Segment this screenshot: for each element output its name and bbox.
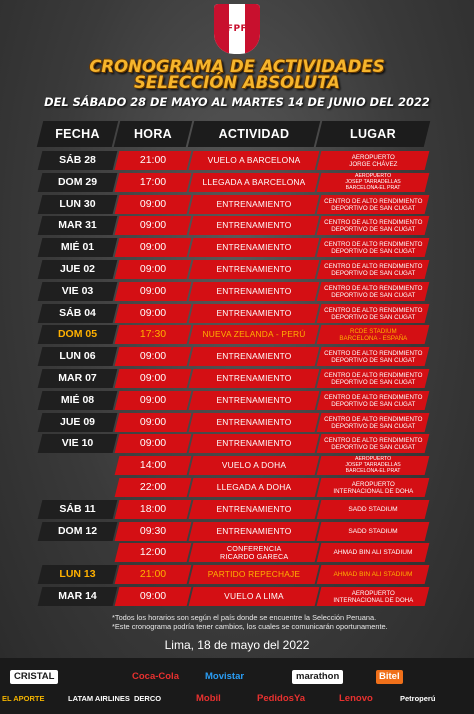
activity-cell (189, 325, 320, 344)
sponsor-logo: Bitel (376, 670, 403, 684)
date-cell-text: LUN 13 (59, 568, 96, 581)
header-actividad-label: ACTIVIDAD (218, 127, 290, 141)
activity-cell-text: ENTRENAMIENTO (216, 416, 292, 427)
time-cell (115, 543, 192, 562)
date-cell-text: LUN 06 (59, 350, 96, 363)
place-cell (317, 304, 430, 323)
place-cell-text: CENTRO DE ALTO RENDIMIENTO DEPORTIVO DE SAN CUGAT (324, 349, 423, 364)
date-cell (38, 173, 118, 192)
time-cell-text: 09:00 (139, 393, 167, 406)
date-cell (38, 434, 118, 453)
sponsor-logo: Movistar (205, 671, 245, 682)
activity-cell (189, 587, 320, 606)
place-cell (317, 369, 430, 388)
date-cell (38, 238, 118, 257)
header-hora (114, 121, 192, 147)
sponsor-logo: marathon (292, 670, 343, 684)
title-line-1: CRONOGRAMA DE ACTIVIDADES (89, 57, 385, 76)
place-cell-text: CENTRO DE ALTO RENDIMIENTO DEPORTIVO DE SAN CUGAT (324, 306, 423, 321)
place-cell-text: CENTRO DE ALTO RENDIMIENTO DEPORTIVO DE SAN CUGAT (324, 415, 423, 430)
title-line-2: SELECCIÓN ABSOLUTA (134, 73, 340, 92)
date-cell-text: MIÉ 01 (60, 241, 95, 254)
date-cell-text: DOM 29 (57, 175, 98, 188)
footer-date: Lima, 18 de mayo del 2022 (164, 638, 310, 652)
time-cell (115, 391, 192, 410)
place-cell-text: AHMAD BIN ALI STADIUM (333, 571, 413, 579)
time-cell (115, 195, 192, 214)
activity-cell-text: ENTRENAMIENTO (216, 394, 292, 405)
time-cell (115, 456, 192, 475)
activity-cell (189, 565, 320, 584)
activity-cell-text: NUEVA ZELANDA - PERÚ (202, 329, 306, 340)
time-cell-text: 17:30 (139, 328, 167, 341)
activity-cell (189, 195, 320, 214)
activity-cell-text: LLEGADA A DOHA (216, 482, 292, 492)
schedule-row (0, 282, 474, 301)
date-cell-text: LUN 30 (59, 197, 96, 210)
time-cell (115, 282, 192, 301)
sponsors-bar (0, 658, 474, 714)
date-cell (38, 413, 118, 432)
time-cell (115, 500, 192, 519)
time-cell-text: 09:00 (139, 590, 167, 602)
time-cell-text: 17:00 (139, 175, 167, 188)
sponsor-logo: EL APORTE (2, 694, 45, 703)
activity-cell-text: ENTRENAMIENTO (216, 198, 292, 209)
time-cell (115, 478, 192, 497)
place-cell-text: CENTRO DE ALTO RENDIMIENTO DEPORTIVO DE SAN CUGAT (324, 262, 423, 277)
date-cell (38, 304, 118, 323)
place-cell (317, 456, 430, 475)
time-cell (115, 522, 192, 541)
time-cell-text: 21:00 (139, 568, 167, 581)
place-cell-text: AEROPUERTO JOSEP TARRADELLAS BARCELONA-EL PRAT (345, 456, 401, 474)
activity-cell (189, 216, 320, 235)
place-cell (317, 173, 430, 192)
time-cell-text: 21:00 (139, 154, 167, 166)
time-cell (115, 238, 192, 257)
sponsor-logo: PedidosYa (257, 693, 306, 704)
sponsor-logo: LATAM AIRLINES (68, 694, 130, 703)
sponsor-logo: DERCO (134, 694, 162, 703)
activity-cell (189, 369, 320, 388)
date-cell (38, 216, 118, 235)
time-cell (115, 413, 192, 432)
activity-cell (189, 151, 320, 170)
place-cell (317, 151, 430, 170)
activity-cell-text: ENTRENAMIENTO (216, 351, 292, 362)
time-cell (115, 260, 192, 279)
activity-cell (189, 543, 320, 562)
activity-cell-text: ENTRENAMIENTO (216, 285, 292, 296)
activity-cell (189, 282, 320, 301)
place-cell (317, 195, 430, 214)
place-cell-text: AEROPUERTO INTERNACIONAL DE DOHA (333, 480, 414, 495)
place-cell-text: RCDE STADIUM BARCELONA - ESPAÑA (339, 327, 408, 342)
activity-cell-text: ENTRENAMIENTO (216, 264, 292, 274)
date-cell-text: DOM 05 (57, 328, 98, 341)
date-cell (38, 347, 118, 366)
activity-cell (189, 500, 320, 519)
time-cell-text: 22:00 (139, 481, 167, 493)
header-lugar (316, 121, 430, 147)
schedule-row (0, 565, 474, 584)
sponsor-logo: CRISTAL (10, 670, 58, 684)
schedule-row (0, 238, 474, 257)
date-cell (38, 587, 118, 606)
activity-cell-text: VUELO A DOHA (221, 460, 287, 471)
date-cell-text: SÁB 04 (59, 306, 96, 319)
sponsor-logo: Lenovo (339, 693, 373, 704)
place-cell (317, 282, 430, 301)
schedule-row (0, 173, 474, 192)
date-cell-text: MIÉ 08 (60, 393, 95, 406)
place-cell-text: AHMAD BIN ALI STADIUM (333, 549, 413, 557)
time-cell (115, 151, 192, 170)
schedule-row (0, 413, 474, 432)
activity-cell-text: ENTRENAMIENTO (216, 525, 292, 536)
time-cell (115, 216, 192, 235)
activity-cell-text: VUELO A LIMA (224, 591, 284, 601)
date-cell (38, 325, 118, 344)
time-cell (115, 434, 192, 453)
activity-cell-text: ENTRENAMIENTO (216, 438, 292, 449)
logo-text: FPF (226, 24, 248, 34)
header-fecha-label: FECHA (55, 127, 100, 141)
header-actividad (188, 121, 320, 147)
time-cell (115, 347, 192, 366)
date-cell (38, 282, 118, 301)
place-cell (317, 391, 430, 410)
place-cell (317, 238, 430, 257)
place-cell-text: CENTRO DE ALTO RENDIMIENTO DEPORTIVO DE SAN CUGAT (324, 240, 423, 255)
schedule-row (0, 543, 474, 562)
schedule-row (0, 434, 474, 453)
activity-cell (189, 238, 320, 257)
activity-cell (189, 304, 320, 323)
date-cell (38, 500, 118, 519)
footnote-2: *Este cronograma podría tener cambios, los cuales se comunicarán oportunamente. (112, 622, 388, 631)
place-cell-text: CENTRO DE ALTO RENDIMIENTO DEPORTIVO DE SAN CUGAT (324, 218, 423, 233)
schedule-row (0, 500, 474, 519)
date-cell-text: JUE 09 (59, 415, 96, 428)
activity-cell-text: VUELO A BARCELONA (207, 155, 301, 165)
date-cell-text: MAR 31 (58, 219, 97, 232)
header-fecha (37, 121, 118, 147)
schedule-row (0, 325, 474, 344)
place-cell (317, 216, 430, 235)
date-cell-text: VIE 03 (61, 284, 94, 297)
activity-cell (189, 260, 320, 279)
date-cell-text: JUE 02 (59, 263, 96, 275)
place-cell (317, 260, 430, 279)
date-cell (38, 195, 118, 214)
activity-cell-text: ENTRENAMIENTO (216, 220, 292, 231)
date-cell (38, 391, 118, 410)
place-cell (317, 478, 430, 497)
activity-cell (189, 456, 320, 475)
time-cell-text: 18:00 (139, 502, 167, 515)
place-cell-text: AEROPUERTO INTERNACIONAL DE DOHA (333, 589, 414, 604)
date-cell-text: VIE 10 (61, 437, 94, 450)
time-cell-text: 09:00 (139, 197, 167, 210)
time-cell-text: 09:00 (139, 372, 167, 384)
fpf-logo (214, 4, 260, 54)
place-cell-text: AEROPUERTO JOSEP TARRADELLAS BARCELONA-EL PRAT (345, 172, 401, 191)
schedule-row (0, 478, 474, 497)
place-cell (317, 587, 430, 606)
activity-cell-text: LLEGADA A BARCELONA (202, 176, 306, 187)
activity-cell-text: ENTRENAMIENTO (216, 373, 292, 383)
time-cell-text: 09:00 (139, 219, 167, 232)
schedule-row (0, 260, 474, 279)
sponsor-logo: Mobil (196, 693, 221, 704)
time-cell (115, 565, 192, 584)
date-cell-text: SÁB 11 (59, 502, 96, 515)
schedule-row (0, 216, 474, 235)
date-cell (38, 369, 118, 388)
place-cell (317, 543, 430, 562)
date-cell-text: MAR 07 (58, 372, 97, 384)
activity-cell (189, 347, 320, 366)
date-cell (38, 565, 118, 584)
footnote-1: *Todos los horarios son según el país donde se encuentre la Selección Peruana. (112, 613, 377, 622)
time-cell (115, 173, 192, 192)
place-cell (317, 347, 430, 366)
place-cell (317, 434, 430, 453)
time-cell-text: 09:00 (139, 415, 167, 428)
time-cell-text: 09:00 (139, 241, 167, 254)
schedule-row (0, 522, 474, 541)
time-cell-text: 12:00 (139, 546, 167, 559)
place-cell (317, 500, 430, 519)
place-cell-text: CENTRO DE ALTO RENDIMIENTO DEPORTIVO DE SAN CUGAT (324, 371, 423, 386)
activity-cell-text: CONFERENCIA RICARDO GARECA (220, 543, 289, 561)
place-cell (317, 413, 430, 432)
date-cell (38, 522, 118, 541)
sponsor-logo: Petroperú (400, 694, 436, 703)
time-cell-text: 09:00 (139, 306, 167, 319)
schedule-row (0, 347, 474, 366)
header-lugar-label: LUGAR (350, 127, 396, 141)
time-cell-text: 09:30 (139, 524, 167, 537)
schedule-row (0, 369, 474, 388)
subtitle: DEL SÁBADO 28 DE MAYO AL MARTES 14 DE JUNIO DEL 2022 (44, 95, 430, 109)
time-cell-text: 09:00 (139, 437, 167, 450)
activity-cell (189, 173, 320, 192)
place-cell-text: SADD STADIUM (348, 527, 398, 535)
time-cell-text: 09:00 (139, 284, 167, 297)
schedule-row (0, 391, 474, 410)
time-cell (115, 325, 192, 344)
place-cell (317, 522, 430, 541)
place-cell (317, 325, 430, 344)
activity-cell (189, 391, 320, 410)
place-cell-text: AEROPUERTO JORGE CHÁVEZ (349, 153, 398, 168)
place-cell-text: CENTRO DE ALTO RENDIMIENTO DEPORTIVO DE SAN CUGAT (324, 393, 423, 408)
place-cell-text: CENTRO DE ALTO RENDIMIENTO DEPORTIVO DE SAN CUGAT (324, 436, 423, 451)
activity-cell (189, 478, 320, 497)
time-cell (115, 369, 192, 388)
time-cell-text: 09:00 (139, 263, 167, 275)
activity-cell (189, 522, 320, 541)
date-cell-text: DOM 12 (57, 524, 98, 537)
activity-cell-text: ENTRENAMIENTO (216, 503, 292, 514)
place-cell-text: SADD STADIUM (348, 505, 398, 513)
time-cell-text: 14:00 (139, 459, 167, 472)
time-cell (115, 587, 192, 606)
activity-cell-text: PARTIDO REPECHAJE (207, 569, 301, 580)
date-cell (38, 260, 118, 279)
schedule-row (0, 456, 474, 475)
activity-cell (189, 434, 320, 453)
date-cell (38, 151, 118, 170)
schedule-row (0, 587, 474, 606)
schedule-row (0, 304, 474, 323)
place-cell (317, 565, 430, 584)
date-cell-text: SÁB 28 (59, 154, 96, 166)
place-cell-text: CENTRO DE ALTO RENDIMIENTO DEPORTIVO DE SAN CUGAT (324, 197, 423, 212)
date-cell-text: MAR 14 (58, 590, 97, 602)
sponsor-logo: Coca-Cola (132, 671, 179, 682)
place-cell-text: CENTRO DE ALTO RENDIMIENTO DEPORTIVO DE SAN CUGAT (324, 284, 423, 299)
schedule-row (0, 151, 474, 170)
activity-cell-text: ENTRENAMIENTO (216, 242, 292, 253)
header-hora-label: HORA (133, 127, 172, 141)
time-cell-text: 09:00 (139, 350, 167, 363)
activity-cell (189, 413, 320, 432)
time-cell (115, 304, 192, 323)
activity-cell-text: ENTRENAMIENTO (216, 307, 292, 318)
schedule-row (0, 195, 474, 214)
